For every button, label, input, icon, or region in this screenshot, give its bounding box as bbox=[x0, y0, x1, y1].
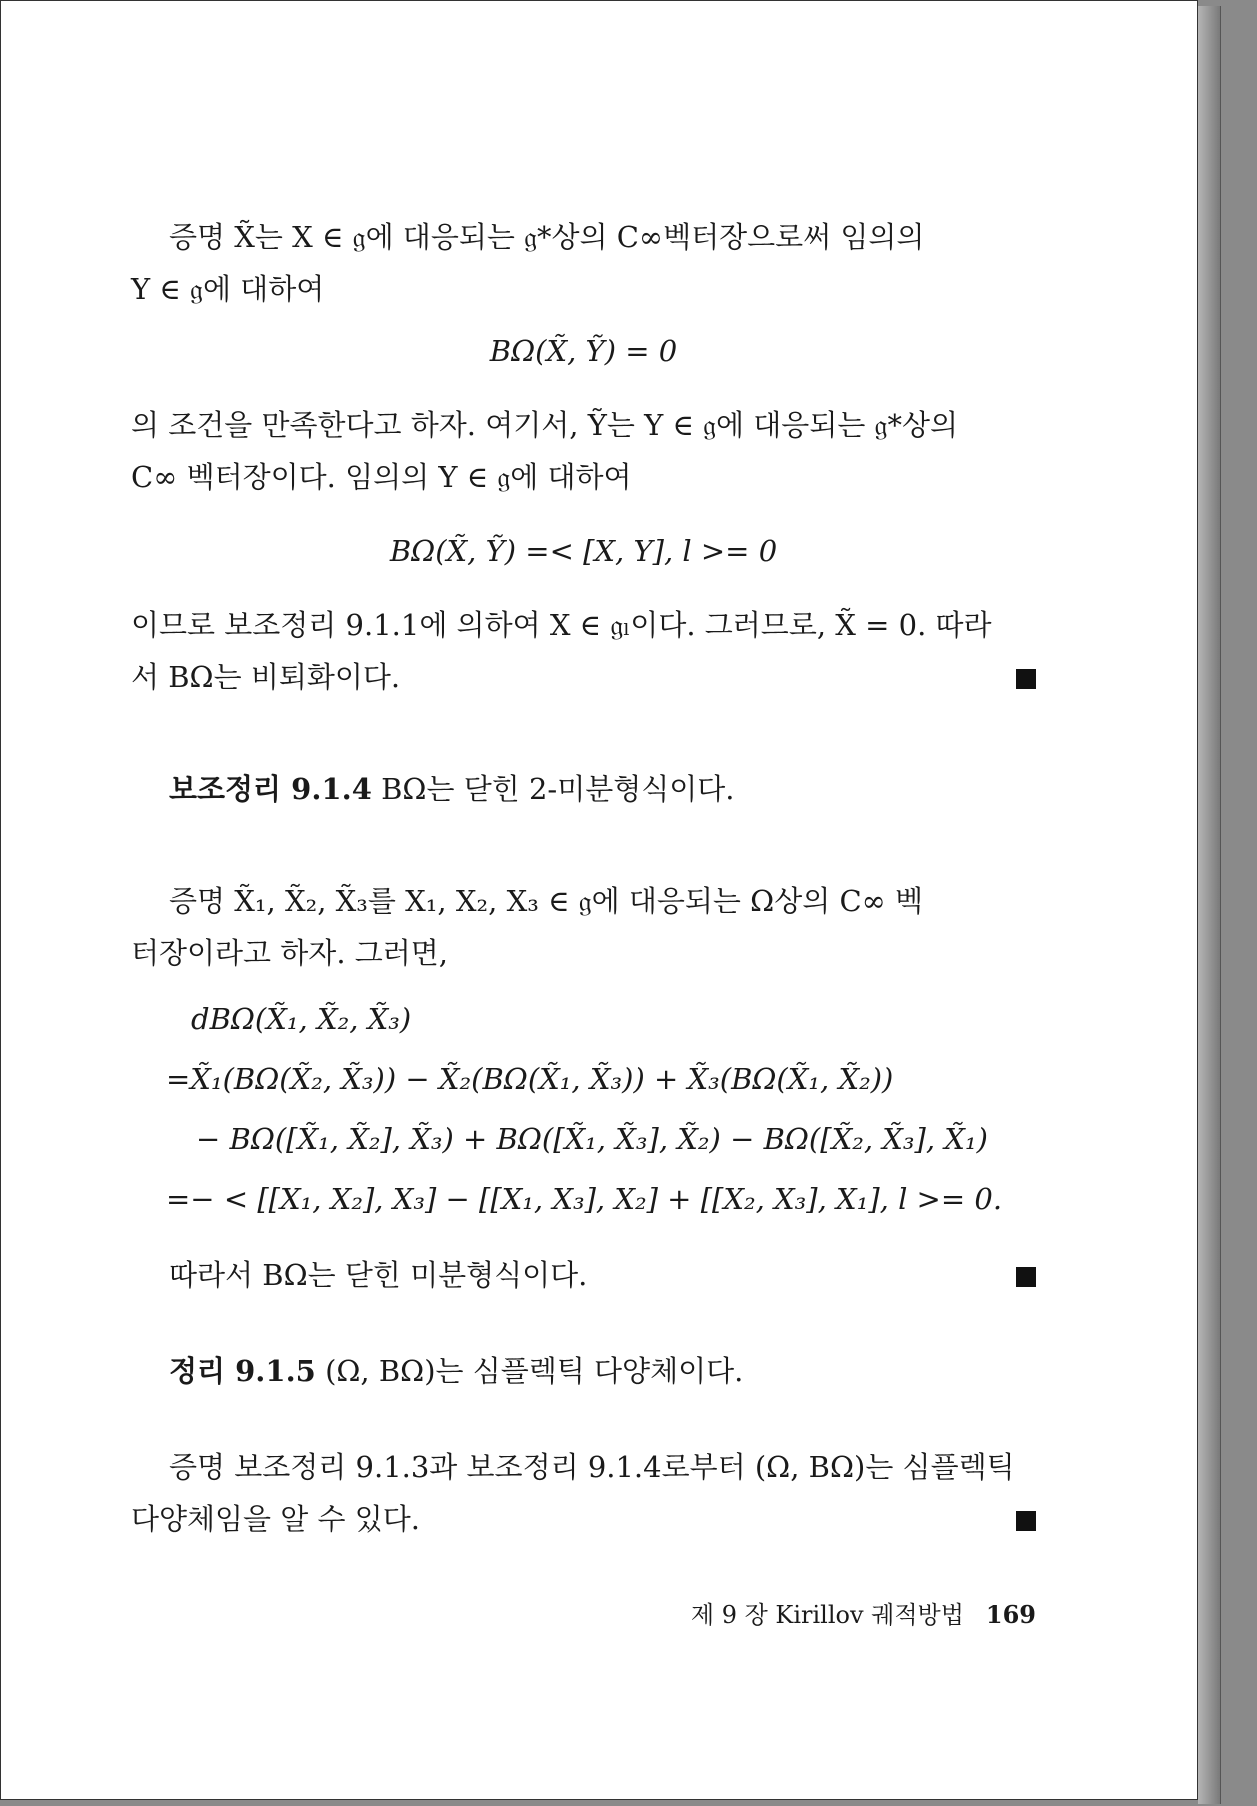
equation-line-2: =X̃₁(BΩ(X̃₂, X̃₃)) − X̃₂(BΩ(X̃₁, X̃₃)) + X̃₃(BΩ(X̃₁, X̃₂)) bbox=[166, 1062, 894, 1096]
proof1-end-row bbox=[131, 651, 1036, 703]
proof1-equation: BΩ(X̃, Ỹ) = 0 bbox=[489, 334, 678, 368]
theorem-label: 정리 9.1.5 bbox=[169, 1354, 316, 1388]
proof1-line3: 의 조건을 만족한다고 하자. 여기서, Ỹ는 Y ∈ 𝔤에 대응되는 𝔤*상의 bbox=[131, 408, 958, 442]
equation-line-3: − BΩ([X̃₁, X̃₂], X̃₃) + BΩ([X̃₁, X̃₃], X̃₂) − BΩ([X̃₂, X̃₃], X̃₁) bbox=[196, 1122, 988, 1156]
proof1-line5: 이므로 보조정리 9.1.1에 의하여 X ∈ 𝔤ₗ이다. 그러므로, X̃ = 0. 따라 bbox=[131, 608, 992, 642]
proof1-equation2: BΩ(X̃, Ỹ) =< [X, Y], l >= 0 bbox=[389, 534, 778, 568]
proof2-conclusion: 따라서 BΩ는 닫힌 미분형식이다. bbox=[169, 1258, 588, 1292]
proof2-equation-block bbox=[131, 989, 1036, 1229]
proof2-line2: 터장이라고 하자. 그러면, bbox=[131, 936, 449, 970]
chapter-title: 제 9 장 Kirillov 궤적방법 bbox=[690, 1601, 964, 1629]
page-number: 169 bbox=[985, 1600, 1036, 1629]
running-footer bbox=[661, 1595, 1036, 1630]
page-stack-edge bbox=[1198, 6, 1221, 1804]
lemma-label: 보조정리 9.1.4 bbox=[169, 772, 372, 806]
qed-square-icon bbox=[1016, 669, 1036, 689]
proof1-line4: C∞ 벡터장이다. 임의의 Y ∈ 𝔤에 대하여 bbox=[131, 460, 632, 494]
proof3-line1: 증명 보조정리 9.1.3과 보조정리 9.1.4로부터 (Ω, BΩ)는 심플렉틱 bbox=[169, 1450, 1015, 1484]
proof3-end-row bbox=[131, 1493, 1036, 1545]
proof2-line1: 증명 X̃₁, X̃₂, X̃₃를 X₁, X₂, X₃ ∈ 𝔤에 대응되는 Ω상의 C∞ 벡 bbox=[169, 884, 924, 918]
qed-square-icon bbox=[1016, 1511, 1036, 1531]
lemma-text: BΩ는 닫힌 2-미분형식이다. bbox=[381, 772, 735, 806]
proof1-line6: 서 BΩ는 비퇴화이다. bbox=[131, 660, 401, 694]
equation-line-1: dBΩ(X̃₁, X̃₂, X̃₃) bbox=[191, 1002, 412, 1036]
proof2-end-row bbox=[131, 1249, 1036, 1301]
theorem-9-1-5 bbox=[131, 1345, 1036, 1397]
lemma-9-1-4 bbox=[131, 763, 1036, 815]
proof1-line2: Y ∈ 𝔤에 대하여 bbox=[131, 272, 325, 306]
qed-square-icon bbox=[1016, 1267, 1036, 1287]
theorem-text: (Ω, BΩ)는 심플렉틱 다양체이다. bbox=[325, 1354, 744, 1388]
proof3-line2: 다양체임을 알 수 있다. bbox=[131, 1502, 420, 1536]
page-content bbox=[131, 211, 1036, 1545]
equation-line-4: =− < [[X₁, X₂], X₃] − [[X₁, X₃], X₂] + [[X₂, X₃], X₁], l >= 0. bbox=[166, 1182, 1003, 1216]
proof1-line1: 증명 X̃는 X ∈ 𝔤에 대응되는 𝔤*상의 C∞벡터장으로써 임의의 bbox=[169, 220, 925, 254]
